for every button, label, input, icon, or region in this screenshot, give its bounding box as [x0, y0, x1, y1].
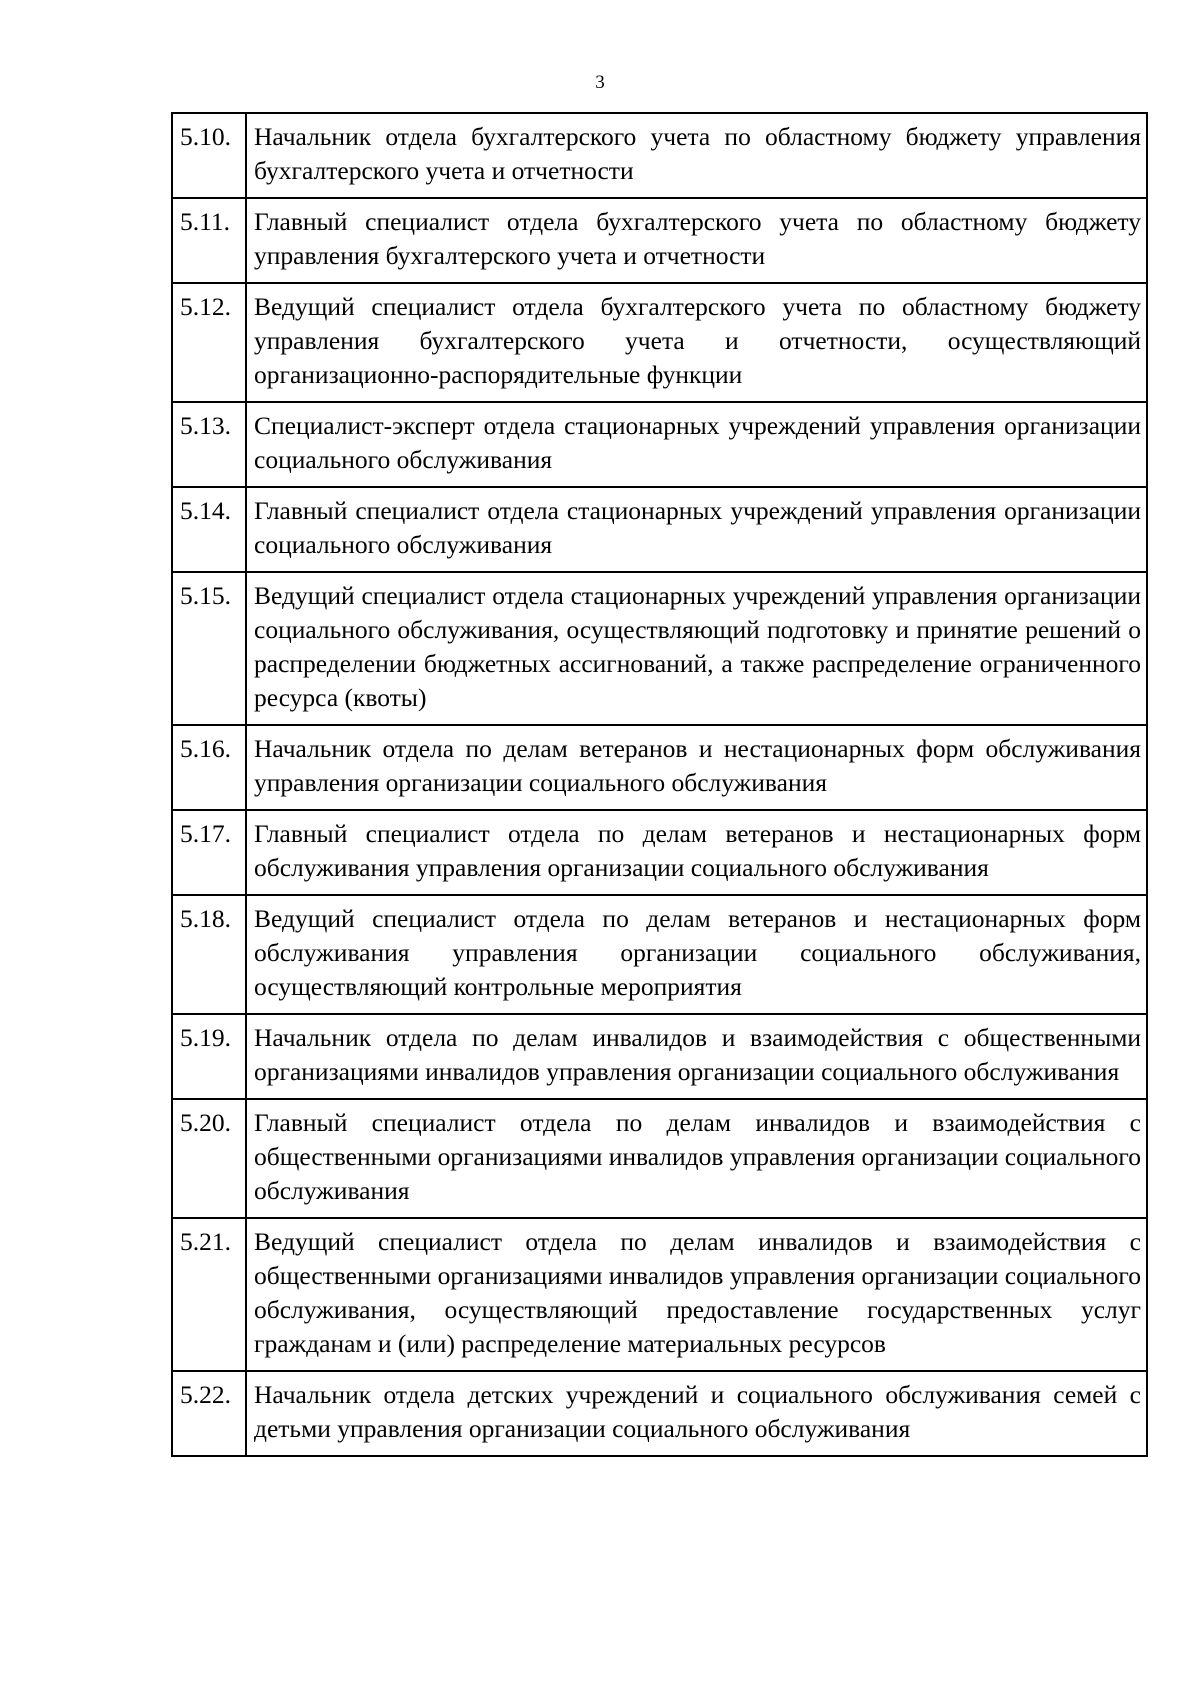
table-row	[172, 810, 1147, 895]
table-row	[172, 402, 1147, 487]
table-row	[172, 725, 1147, 810]
table-row	[172, 198, 1147, 283]
page-number: 3	[595, 72, 605, 93]
position-title: Ведущий специалист отдела стационарных учреждений управления организации социального обслуживания, осуществляющий подготовку и принятие решений о распределении бюджетных ассигнований, а также распределение ограниченного ресурса (квоты)	[246, 572, 1147, 725]
table-row	[172, 113, 1147, 198]
position-title: Главный специалист отдела по делам инвалидов и взаимодействия с общественными организациями инвалидов управления организации социального обслуживания	[246, 1099, 1147, 1218]
row-number: 5.21.	[172, 1218, 246, 1371]
table-row	[172, 572, 1147, 725]
table-row	[172, 283, 1147, 402]
position-title: Ведущий специалист отдела бухгалтерского учета по областному бюджету управления бухгалтерского учета и отчетности, осуществляющий организационно-распорядительные функции	[246, 283, 1147, 402]
position-title: Ведущий специалист отдела по делам инвалидов и взаимодействия с общественными организациями инвалидов управления организации социального обслуживания, осуществляющий предоставление государственных услуг гражданам и (или) распределение материальных ресурсов	[246, 1218, 1147, 1371]
position-title: Специалист-эксперт отдела стационарных учреждений управления организации социального обслуживания	[246, 402, 1147, 487]
row-number: 5.15.	[172, 572, 246, 725]
position-title: Начальник отдела по делам ветеранов и нестационарных форм обслуживания управления организации социального обслуживания	[246, 725, 1147, 810]
row-number: 5.11.	[172, 198, 246, 283]
row-number: 5.13.	[172, 402, 246, 487]
table-row	[172, 1371, 1147, 1456]
table-row	[172, 895, 1147, 1014]
table-row	[172, 1014, 1147, 1099]
row-number: 5.14.	[172, 487, 246, 572]
table-row	[172, 1099, 1147, 1218]
row-number: 5.18.	[172, 895, 246, 1014]
row-number: 5.22.	[172, 1371, 246, 1456]
position-title: Главный специалист отдела по делам ветеранов и нестационарных форм обслуживания управления организации социального обслуживания	[246, 810, 1147, 895]
positions-table-body	[172, 113, 1147, 1456]
table-row	[172, 487, 1147, 572]
row-number: 5.17.	[172, 810, 246, 895]
table-row	[172, 1218, 1147, 1371]
row-number: 5.10.	[172, 113, 246, 198]
position-title: Главный специалист отдела бухгалтерского учета по областному бюджету управления бухгалтерского учета и отчетности	[246, 198, 1147, 283]
row-number: 5.20.	[172, 1099, 246, 1218]
position-title: Главный специалист отдела стационарных учреждений управления организации социального обслуживания	[246, 487, 1147, 572]
position-title: Начальник отдела бухгалтерского учета по областному бюджету управления бухгалтерского учета и отчетности	[246, 113, 1147, 198]
position-title: Начальник отдела по делам инвалидов и взаимодействия с общественными организациями инвалидов управления организации социального обслуживания	[246, 1014, 1147, 1099]
positions-table	[171, 112, 1148, 1457]
row-number: 5.19.	[172, 1014, 246, 1099]
row-number: 5.16.	[172, 725, 246, 810]
row-number: 5.12.	[172, 283, 246, 402]
position-title: Начальник отдела детских учреждений и социального обслуживания семей с детьми управления организации социального обслуживания	[246, 1371, 1147, 1456]
position-title: Ведущий специалист отдела по делам ветеранов и нестационарных форм обслуживания управления организации социального обслуживания, осуществляющий контрольные мероприятия	[246, 895, 1147, 1014]
